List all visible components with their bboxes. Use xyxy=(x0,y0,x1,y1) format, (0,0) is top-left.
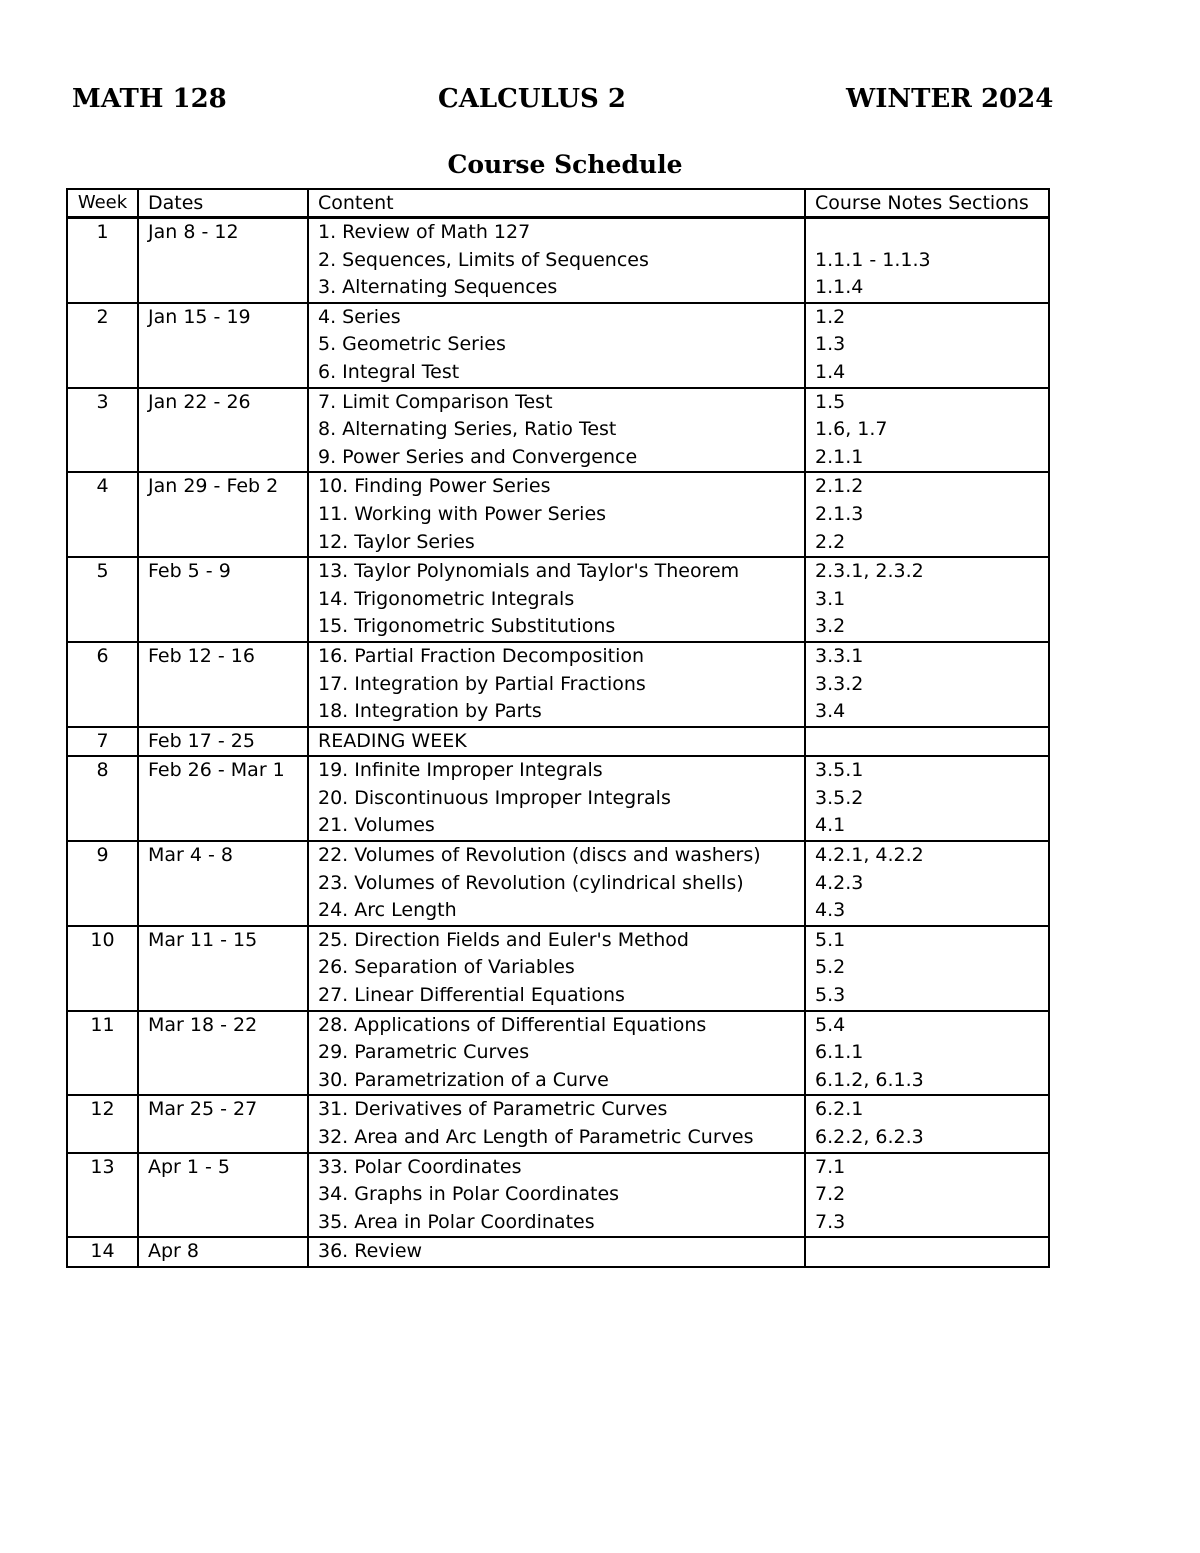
lecture-topic: 31. Derivatives of Parametric Curves xyxy=(318,1098,668,1121)
table-row xyxy=(67,388,1049,473)
page-title: Course Schedule xyxy=(447,150,683,179)
week-number: 9 xyxy=(96,844,109,867)
table-row xyxy=(67,841,1049,926)
date-range: Mar 18 - 22 xyxy=(148,1013,258,1036)
notes-section: 2.1.1 xyxy=(815,445,864,468)
content-cell xyxy=(308,1237,805,1267)
table-row xyxy=(67,1011,1049,1096)
lecture-topic: 8. Alternating Series, Ratio Test xyxy=(318,418,617,441)
course-code: MATH 128 xyxy=(72,84,227,114)
lecture-topic: 10. Finding Power Series xyxy=(318,475,551,498)
week-number: 7 xyxy=(96,729,109,752)
term: WINTER 2024 xyxy=(846,84,1054,114)
table-row xyxy=(67,1153,1049,1238)
lecture-topic: 32. Area and Arc Length of Parametric Curves xyxy=(318,1126,754,1148)
lecture-topic: 29. Parametric Curves xyxy=(318,1041,530,1064)
week-cell xyxy=(67,1095,138,1152)
content-cell xyxy=(308,218,805,303)
notes-section: 4.2.1, 4.2.2 xyxy=(815,844,924,867)
lecture-topic: 33. Polar Coordinates xyxy=(318,1155,522,1178)
sections-cell xyxy=(805,1153,1049,1238)
date-range: Mar 4 - 8 xyxy=(148,844,233,867)
week-number: 6 xyxy=(96,644,109,667)
notes-section: 1.1.4 xyxy=(815,276,864,299)
content-cell xyxy=(308,303,805,388)
week-number: 8 xyxy=(96,759,109,782)
week-cell xyxy=(67,388,138,473)
dates-cell xyxy=(138,1237,308,1267)
lecture-topic: 19. Infinite Improper Integrals xyxy=(318,759,603,782)
sections-cell xyxy=(805,841,1049,926)
notes-section: 7.1 xyxy=(815,1155,846,1178)
lecture-topic: 25. Direction Fields and Euler's Method xyxy=(318,928,689,951)
content-cell xyxy=(308,841,805,926)
notes-section: 1.4 xyxy=(815,360,846,383)
lecture-topic: 17. Integration by Partial Fractions xyxy=(318,672,646,695)
notes-section: 3.3.1 xyxy=(815,644,864,667)
lecture-topic: 13. Taylor Polynomials and Taylor's Theorem xyxy=(318,560,740,583)
sections-cell xyxy=(805,472,1049,557)
sections-cell xyxy=(805,1011,1049,1096)
lecture-topic: 16. Partial Fraction Decomposition xyxy=(318,644,645,667)
notes-section: 1.3 xyxy=(815,333,846,356)
dates-cell xyxy=(138,1011,308,1096)
table-row xyxy=(67,303,1049,388)
date-range: Mar 25 - 27 xyxy=(148,1098,258,1121)
header-row xyxy=(67,189,1049,218)
dates-cell xyxy=(138,926,308,1011)
date-range: Jan 29 - Feb 2 xyxy=(148,475,279,498)
notes-section: 3.3.2 xyxy=(815,672,864,695)
lecture-topic: 35. Area in Polar Coordinates xyxy=(318,1210,595,1233)
week-number: 12 xyxy=(90,1098,115,1121)
lecture-topic: 14. Trigonometric Integrals xyxy=(318,587,575,610)
lecture-topic: 27. Linear Differential Equations xyxy=(318,984,625,1007)
content-cell xyxy=(308,1095,805,1152)
notes-section xyxy=(815,1238,1039,1266)
date-range: Feb 12 - 16 xyxy=(148,644,255,667)
column-header-sections: Course Notes Sections xyxy=(805,189,1049,218)
notes-section: 4.2.3 xyxy=(815,871,864,894)
notes-section: 5.2 xyxy=(815,956,846,979)
notes-section: 3.5.1 xyxy=(815,759,864,782)
content-cell xyxy=(308,1011,805,1096)
date-range: Feb 5 - 9 xyxy=(148,560,231,583)
date-range: Apr 1 - 5 xyxy=(148,1155,231,1178)
notes-section: 3.5.2 xyxy=(815,786,864,809)
notes-section: 1.6, 1.7 xyxy=(815,418,888,441)
lecture-topic: 23. Volumes of Revolution (cylindrical shells) xyxy=(318,871,744,894)
notes-section: 2.2 xyxy=(815,530,846,553)
dates-cell xyxy=(138,1153,308,1238)
lecture-topic: 30. Parametrization of a Curve xyxy=(318,1068,609,1091)
lecture-topic: READING WEEK xyxy=(318,729,467,752)
lecture-topic: 4. Series xyxy=(318,305,401,328)
notes-section: 5.4 xyxy=(815,1013,846,1036)
sections-cell xyxy=(805,727,1049,757)
week-cell xyxy=(67,472,138,557)
dates-cell xyxy=(138,1095,308,1152)
content-cell xyxy=(308,926,805,1011)
week-number: 10 xyxy=(90,928,115,951)
notes-section: 6.1.2, 6.1.3 xyxy=(815,1068,924,1091)
sections-cell xyxy=(805,642,1049,727)
week-number: 4 xyxy=(96,475,109,498)
week-number: 11 xyxy=(90,1013,115,1036)
week-cell xyxy=(67,303,138,388)
week-number: 2 xyxy=(96,305,109,328)
lecture-topic: 15. Trigonometric Substitutions xyxy=(318,615,616,638)
notes-section: 5.1 xyxy=(815,928,846,951)
table-row xyxy=(67,727,1049,757)
content-cell xyxy=(308,642,805,727)
week-cell xyxy=(67,218,138,303)
lecture-topic: 1. Review of Math 127 xyxy=(318,221,531,243)
content-cell xyxy=(308,1153,805,1238)
notes-section xyxy=(815,219,1039,247)
lecture-topic: 3. Alternating Sequences xyxy=(318,276,558,299)
notes-section: 4.1 xyxy=(815,814,846,837)
lecture-topic: 12. Taylor Series xyxy=(318,530,475,553)
lecture-topic: 28. Applications of Differential Equations xyxy=(318,1013,707,1036)
week-number: 3 xyxy=(96,390,109,413)
notes-section: 7.3 xyxy=(815,1210,846,1233)
week-cell xyxy=(67,557,138,642)
sections-cell xyxy=(805,218,1049,303)
notes-section: 1.2 xyxy=(815,305,846,328)
table-row xyxy=(67,642,1049,727)
dates-cell xyxy=(138,841,308,926)
sections-cell xyxy=(805,303,1049,388)
notes-section: 2.1.2 xyxy=(815,475,864,498)
sections-cell xyxy=(805,926,1049,1011)
date-range: Mar 11 - 15 xyxy=(148,928,258,951)
week-number: 14 xyxy=(90,1240,115,1263)
sections-cell xyxy=(805,1237,1049,1267)
week-cell xyxy=(67,1153,138,1238)
dates-cell xyxy=(138,642,308,727)
document-header xyxy=(0,84,1200,120)
date-range: Apr 8 xyxy=(148,1240,199,1263)
content-cell xyxy=(308,472,805,557)
dates-cell xyxy=(138,756,308,841)
notes-section: 6.2.2, 6.2.3 xyxy=(815,1126,924,1148)
sections-cell xyxy=(805,1095,1049,1152)
date-range: Feb 17 - 25 xyxy=(148,729,255,752)
date-range: Feb 26 - Mar 1 xyxy=(148,759,285,782)
lecture-topic: 24. Arc Length xyxy=(318,899,457,922)
lecture-topic: 11. Working with Power Series xyxy=(318,502,607,525)
week-cell xyxy=(67,926,138,1011)
table-row xyxy=(67,472,1049,557)
lecture-topic: 7. Limit Comparison Test xyxy=(318,390,553,413)
dates-cell xyxy=(138,557,308,642)
sections-cell xyxy=(805,388,1049,473)
date-range: Jan 22 - 26 xyxy=(148,390,251,413)
course-name: CALCULUS 2 xyxy=(438,84,626,114)
notes-section: 1.5 xyxy=(815,390,846,413)
week-cell xyxy=(67,642,138,727)
column-header-content: Content xyxy=(308,189,805,218)
dates-cell xyxy=(138,388,308,473)
week-number: 13 xyxy=(90,1155,115,1178)
notes-section: 2.1.3 xyxy=(815,502,864,525)
lecture-topic: 34. Graphs in Polar Coordinates xyxy=(318,1183,620,1206)
notes-section: 1.1.1 - 1.1.3 xyxy=(815,248,931,271)
table-row xyxy=(67,1095,1049,1152)
lecture-topic: 5. Geometric Series xyxy=(318,333,506,356)
notes-section: 3.2 xyxy=(815,615,846,638)
date-range: Jan 8 - 12 xyxy=(148,221,239,243)
lecture-topic: 36. Review xyxy=(318,1240,423,1263)
sections-cell xyxy=(805,557,1049,642)
column-header-dates: Dates xyxy=(138,189,308,218)
notes-section: 3.1 xyxy=(815,587,846,610)
notes-section: 2.3.1, 2.3.2 xyxy=(815,560,924,583)
table-row xyxy=(67,926,1049,1011)
sections-cell xyxy=(805,756,1049,841)
dates-cell xyxy=(138,472,308,557)
week-cell xyxy=(67,841,138,926)
lecture-topic: 9. Power Series and Convergence xyxy=(318,445,638,468)
column-header-week: Week xyxy=(67,189,138,218)
dates-cell xyxy=(138,727,308,757)
content-cell xyxy=(308,727,805,757)
lecture-topic: 26. Separation of Variables xyxy=(318,956,575,979)
lecture-topic: 18. Integration by Parts xyxy=(318,700,542,723)
table-header xyxy=(67,189,1049,218)
dates-cell xyxy=(138,303,308,388)
schedule-table xyxy=(66,188,1050,1268)
notes-section: 6.1.1 xyxy=(815,1041,864,1064)
notes-section: 3.4 xyxy=(815,700,846,723)
lecture-topic: 20. Discontinuous Improper Integrals xyxy=(318,786,671,809)
lecture-topic: 21. Volumes xyxy=(318,814,435,837)
week-cell xyxy=(67,727,138,757)
week-cell xyxy=(67,756,138,841)
notes-section: 5.3 xyxy=(815,984,846,1007)
table-body xyxy=(67,218,1049,1267)
content-cell xyxy=(308,388,805,473)
table-row xyxy=(67,1237,1049,1267)
content-cell xyxy=(308,756,805,841)
week-number: 5 xyxy=(96,560,109,583)
week-number: 1 xyxy=(96,221,109,243)
week-cell xyxy=(67,1237,138,1267)
notes-section: 4.3 xyxy=(815,899,846,922)
date-range: Jan 15 - 19 xyxy=(148,305,251,328)
notes-section: 7.2 xyxy=(815,1183,846,1206)
dates-cell xyxy=(138,218,308,303)
table-row xyxy=(67,756,1049,841)
lecture-topic: 6. Integral Test xyxy=(318,360,460,383)
notes-section xyxy=(815,728,1039,756)
table-row xyxy=(67,218,1049,303)
table-row xyxy=(67,557,1049,642)
lecture-topic: 22. Volumes of Revolution (discs and washers) xyxy=(318,844,761,867)
notes-section: 6.2.1 xyxy=(815,1098,864,1121)
content-cell xyxy=(308,557,805,642)
week-cell xyxy=(67,1011,138,1096)
lecture-topic: 2. Sequences, Limits of Sequences xyxy=(318,248,649,271)
